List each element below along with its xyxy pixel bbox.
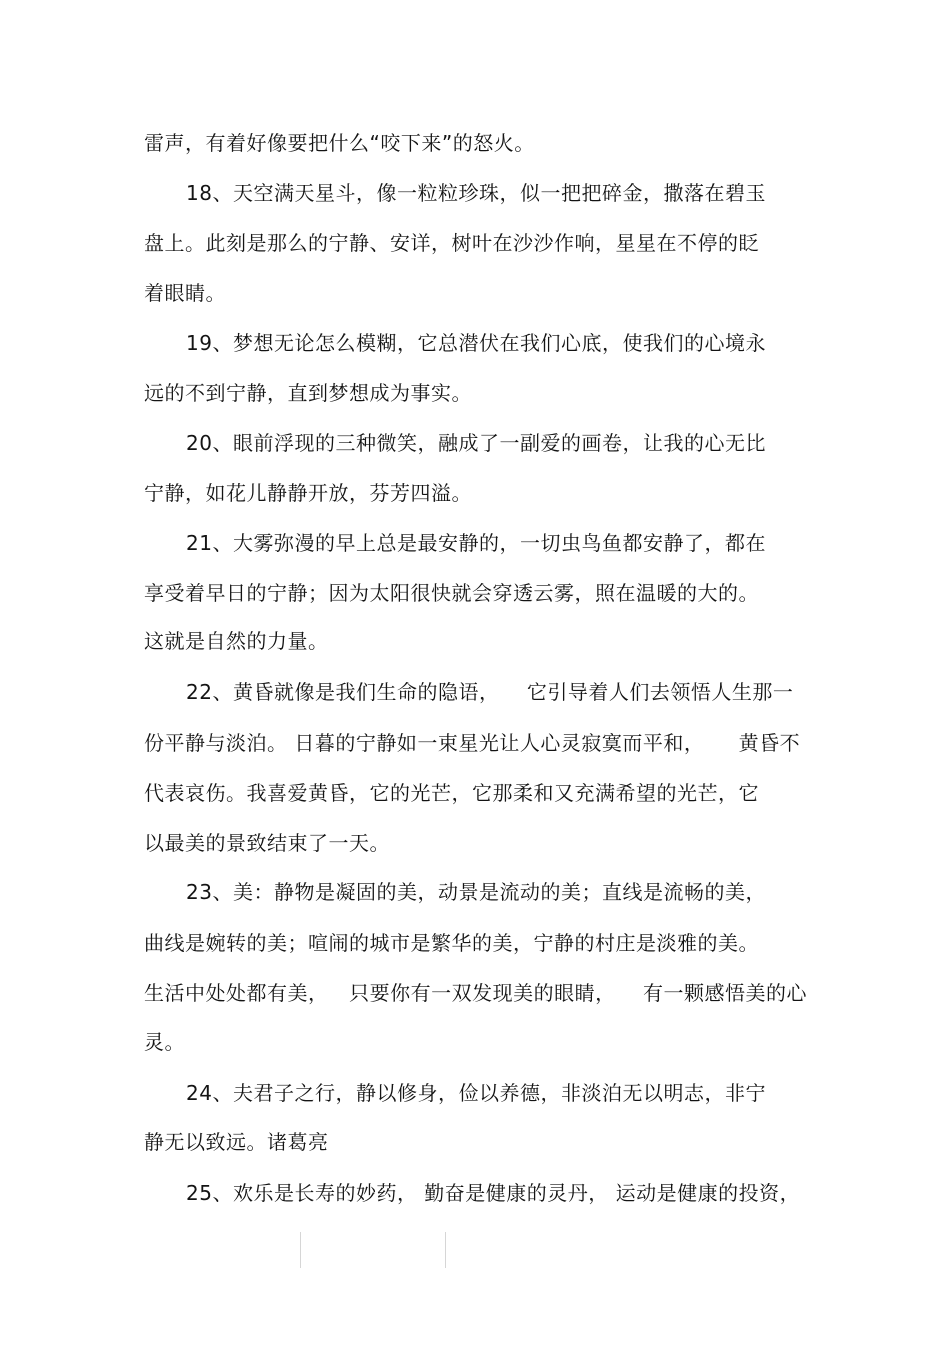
paragraph-23-line-1: 23、美：静物是凝固的美，动景是流动的美；直线是流畅的美， — [186, 880, 766, 904]
paragraph-21-line-2: 享受着早日的宁静；因为太阳很快就会穿透云雾，照在温暖的大的。 — [144, 581, 759, 605]
paragraph-25-line-1: 25、欢乐是长寿的妙药， 勤奋是健康的灵丹， 运动是健康的投资， — [186, 1181, 801, 1205]
paragraph-18-line-1: 18、天空满天星斗，像一粒粒珍珠，似一把把碎金，撒落在碧玉 — [186, 181, 766, 205]
paragraph-22-line-3: 代表哀伤。我喜爱黄昏，它的光芒，它那柔和又充满希望的光芒，它 — [144, 781, 759, 805]
paragraph-23-line-3: 生活中处处都有美， 只要你有一双发现美的眼睛， 有一颗感悟美的心 — [144, 981, 808, 1005]
paragraph-22-line-4: 以最美的景致结束了一天。 — [144, 831, 390, 855]
paragraph-19-line-1: 19、梦想无论怎么模糊，它总潜伏在我们心底，使我们的心境永 — [186, 331, 766, 355]
paragraph-20-line-2: 宁静，如花儿静静开放，芬芳四溢。 — [144, 481, 472, 505]
paragraph-19-line-2: 远的不到宁静，直到梦想成为事实。 — [144, 381, 472, 405]
paragraph-22-line-1: 22、黄昏就像是我们生命的隐语， 它引导着人们去领悟人生那一 — [186, 680, 794, 704]
paragraph-22-line-2: 份平静与淡泊。 日暮的宁静如一束星光让人心灵寂寞而平和， 黄昏不 — [144, 731, 801, 755]
paragraph-21-line-3: 这就是自然的力量。 — [144, 629, 329, 653]
paragraph-21-line-1: 21、大雾弥漫的早上总是最安静的，一切虫鸟鱼都安静了，都在 — [186, 531, 766, 555]
vertical-divider — [300, 1232, 301, 1268]
paragraph-18-line-2: 盘上。此刻是那么的宁静、安详，树叶在沙沙作响，星星在不停的眨 — [144, 231, 759, 255]
paragraph-20-line-1: 20、眼前浮现的三种微笑，融成了一副爱的画卷，让我的心无比 — [186, 431, 766, 455]
text-line: 雷声，有着好像要把什么“咬下来”的怒火。 — [144, 131, 535, 155]
paragraph-18-line-3: 着眼睛。 — [144, 281, 226, 305]
vertical-divider — [445, 1232, 446, 1268]
paragraph-24-line-1: 24、夫君子之行，静以修身，俭以养德，非淡泊无以明志，非宁 — [186, 1081, 766, 1105]
paragraph-23-line-4: 灵。 — [144, 1030, 185, 1054]
paragraph-24-line-2: 静无以致远。诸葛亮 — [144, 1130, 329, 1154]
paragraph-23-line-2: 曲线是婉转的美；喧闹的城市是繁华的美，宁静的村庄是淡雅的美。 — [144, 931, 759, 955]
